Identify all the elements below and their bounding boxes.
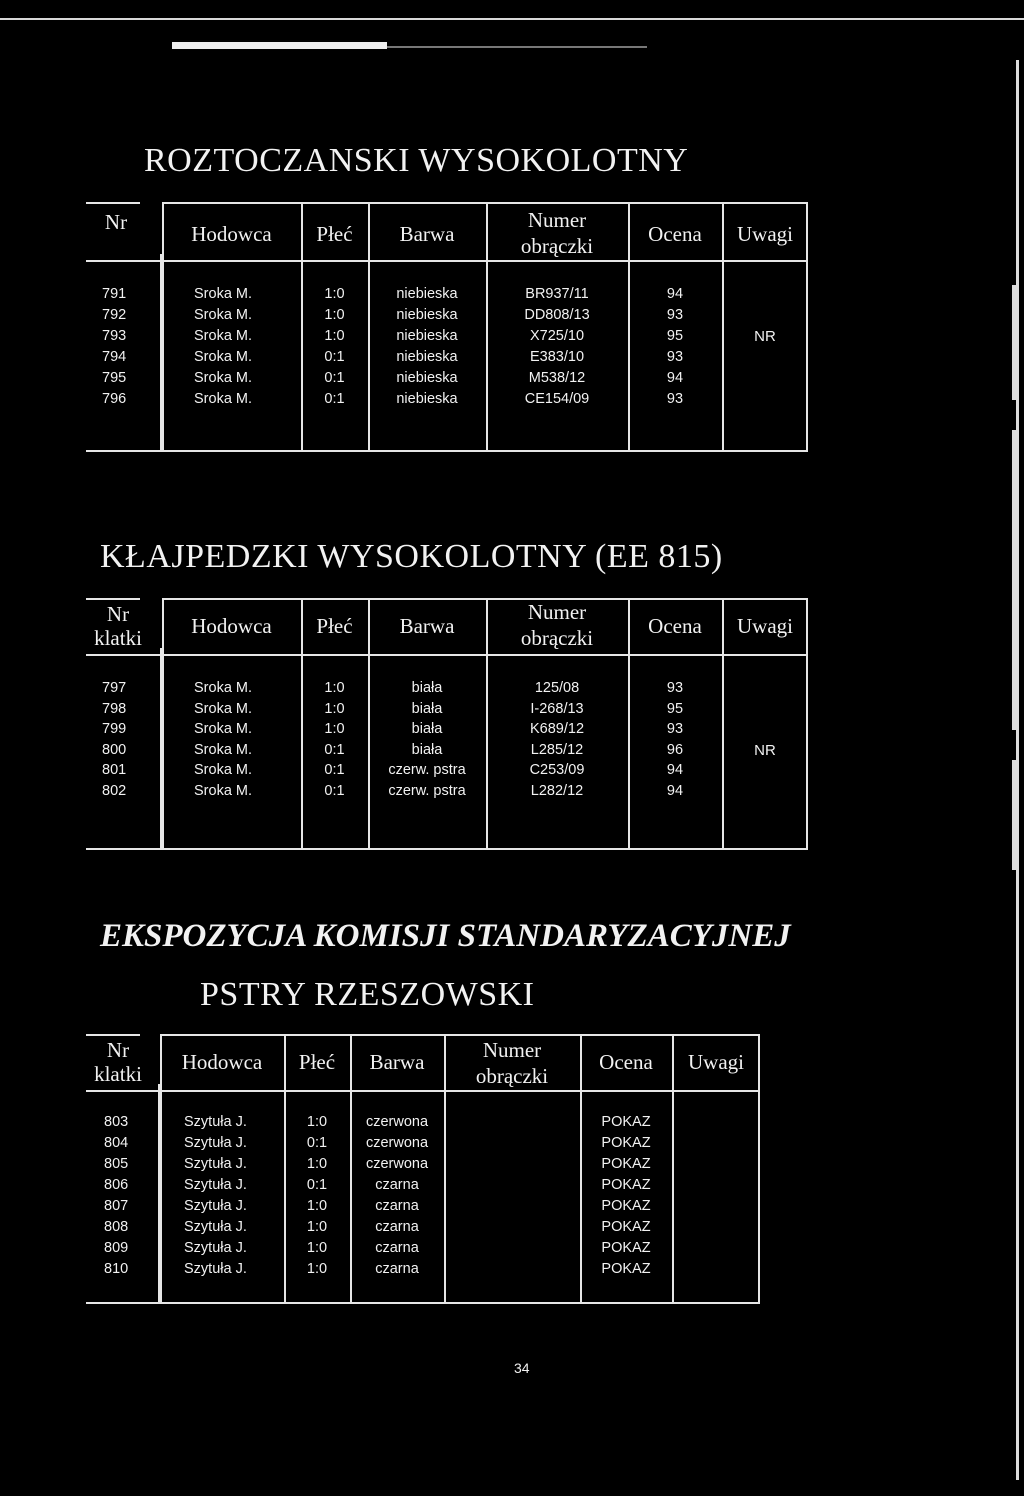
table-row (86, 699, 808, 720)
cell-hodowca: Sroka M. (194, 762, 253, 778)
cell-ocena: 95 (666, 700, 684, 717)
cell-nr: 807 (104, 1198, 129, 1214)
section1-table (86, 202, 808, 454)
cell-plec: 1:0 (306, 1114, 328, 1130)
cell-ocena: 94 (666, 782, 684, 799)
cell-numer: K689/12 (529, 721, 585, 737)
cell-numer: 125/08 (534, 680, 580, 696)
uwagi-note: NR (754, 328, 776, 345)
cell-barwa: biała (411, 721, 443, 737)
cell-numer: L282/12 (530, 782, 584, 799)
cell-hodowca: Sroka M. (194, 741, 253, 758)
table-row (86, 1238, 760, 1259)
cell-hodowca: Sroka M. (194, 391, 253, 407)
table-row (86, 1154, 760, 1175)
cell-barwa: niebieska (396, 349, 458, 365)
header-obraczki: obrączki (520, 626, 594, 650)
cell-barwa: niebieska (396, 328, 458, 344)
cell-hodowca: Sroka M. (194, 700, 253, 717)
cell-barwa: czerw. pstra (388, 762, 466, 778)
nr-bottom-line (86, 848, 162, 850)
cell-ocena: POKAZ (601, 1156, 651, 1172)
cell-hodowca: Sroka M. (194, 307, 253, 323)
cell-ocena: POKAZ (601, 1261, 651, 1277)
cell-numer: CE154/09 (524, 391, 590, 407)
cell-plec: 1:0 (324, 700, 345, 717)
cell-plec: 1:0 (306, 1198, 328, 1214)
cell-ocena: POKAZ (601, 1177, 651, 1193)
cell-ocena: POKAZ (601, 1198, 651, 1214)
nr-bottom-line (86, 450, 162, 452)
right-edge-mark (1012, 760, 1018, 870)
cell-nr: 797 (102, 680, 127, 696)
cell-nr: 810 (104, 1261, 129, 1277)
cell-numer: C253/09 (529, 762, 585, 778)
nr-top-line (86, 202, 140, 204)
cell-nr: 795 (102, 370, 127, 386)
cell-ocena: 94 (666, 762, 684, 778)
header-separator (86, 654, 808, 656)
table-row (86, 1112, 760, 1133)
table-row (86, 760, 808, 781)
cell-ocena: 95 (666, 328, 684, 344)
header-klatki: klatki (94, 1062, 142, 1086)
cell-plec: 1:0 (324, 286, 345, 302)
cell-barwa: czarna (375, 1177, 419, 1193)
nr-top-line (86, 598, 140, 600)
cell-numer: I-268/13 (530, 700, 584, 717)
cell-ocena: 94 (666, 286, 684, 302)
cell-nr: 793 (102, 328, 127, 344)
cell-ocena: POKAZ (601, 1135, 651, 1151)
cell-barwa: biała (411, 741, 443, 758)
right-edge-mark (1012, 430, 1018, 730)
table-row (86, 389, 808, 410)
cell-barwa: biała (411, 700, 443, 717)
header-obraczki: obrączki (520, 234, 594, 258)
cell-numer: M538/12 (528, 370, 586, 386)
cell-hodowca: Sroka M. (194, 328, 253, 344)
header-nr: Nr (104, 210, 128, 234)
table-row (86, 368, 808, 389)
cell-nr: 800 (102, 741, 127, 758)
header-plec: Płeć (316, 222, 353, 246)
header-uwagi: Uwagi (688, 1050, 744, 1074)
scan-artifact-line (387, 46, 647, 48)
cell-hodowca: Sroka M. (194, 721, 253, 737)
table-row (86, 326, 808, 347)
cell-barwa: niebieska (396, 370, 458, 386)
header-separator (86, 1090, 760, 1092)
table-row (86, 1133, 760, 1154)
cell-plec: 0:1 (324, 370, 345, 386)
right-edge-mark (1012, 285, 1018, 400)
cell-plec: 0:1 (324, 391, 345, 407)
cell-nr: 801 (102, 762, 127, 778)
header-barwa: Barwa (399, 614, 455, 638)
table-row (86, 1259, 760, 1280)
cell-nr: 794 (102, 349, 127, 365)
header-separator (86, 260, 808, 262)
header-hodowca: Hodowca (181, 1050, 263, 1074)
table-row (86, 1217, 760, 1238)
header-numer: Numer (482, 1038, 542, 1062)
cell-hodowca: Sroka M. (194, 349, 253, 365)
section1-title: ROZTOCZANSKI WYSOKOLOTNY (144, 142, 689, 179)
header-plec: Płeć (316, 614, 353, 638)
cell-barwa: czerwona (365, 1156, 429, 1172)
table-row (86, 1196, 760, 1217)
header-uwagi: Uwagi (737, 222, 793, 246)
cell-plec: 0:1 (306, 1135, 328, 1151)
table-row (86, 305, 808, 326)
cell-plec: 0:1 (306, 1177, 328, 1193)
cell-plec: 0:1 (324, 349, 345, 365)
cell-barwa: czerwona (365, 1114, 429, 1130)
cell-nr: 792 (102, 307, 127, 323)
cell-plec: 1:0 (306, 1156, 328, 1172)
header-numer: Numer (527, 208, 587, 232)
cell-hodowca: Szytuła J. (184, 1135, 247, 1151)
cell-nr: 808 (104, 1219, 129, 1235)
cell-nr: 809 (104, 1240, 129, 1256)
cell-numer: E383/10 (529, 349, 585, 365)
cell-barwa: czerw. pstra (388, 782, 466, 799)
page-number: 34 (514, 1360, 530, 1376)
header-nr: Nr (106, 1038, 130, 1062)
cell-nr: 806 (104, 1177, 129, 1193)
header-ocena: Ocena (648, 614, 702, 638)
header-hodowca: Hodowca (191, 222, 272, 246)
cell-nr: 804 (104, 1135, 129, 1151)
cell-hodowca: Szytuła J. (184, 1219, 247, 1235)
table-row (86, 1175, 760, 1196)
header-ocena: Ocena (599, 1050, 653, 1074)
cell-hodowca: Szytuła J. (184, 1198, 247, 1214)
cell-hodowca: Szytuła J. (184, 1177, 247, 1193)
section2-table (86, 598, 808, 852)
cell-numer: DD808/13 (524, 307, 590, 323)
cell-plec: 1:0 (324, 328, 345, 344)
cell-nr: 805 (104, 1156, 129, 1172)
cell-nr: 802 (102, 782, 127, 799)
section3-title: PSTRY RZESZOWSKI (200, 976, 535, 1013)
cell-ocena: 93 (666, 680, 684, 696)
cell-ocena: 93 (666, 349, 684, 365)
cell-ocena: 93 (666, 721, 684, 737)
cell-nr: 798 (102, 700, 127, 717)
cell-numer: L285/12 (530, 741, 584, 758)
section2-title: KŁAJPEDZKI WYSOKOLOTNY (EE 815) (100, 538, 723, 575)
cell-nr: 803 (104, 1114, 129, 1130)
table-row (86, 781, 808, 802)
cell-hodowca: Szytuła J. (184, 1261, 247, 1277)
cell-barwa: czarna (375, 1261, 419, 1277)
cell-ocena: 96 (666, 741, 684, 758)
section3-table (86, 1034, 760, 1306)
cell-barwa: czarna (375, 1219, 419, 1235)
cell-ocena: POKAZ (601, 1114, 651, 1130)
header-plec: Płeć (298, 1050, 336, 1074)
header-ocena: Ocena (648, 222, 702, 246)
table-row (86, 678, 808, 699)
header-numer: Numer (527, 600, 587, 624)
table-row (86, 284, 808, 305)
table-row (86, 719, 808, 740)
header-obraczki: obrączki (475, 1064, 549, 1088)
cell-hodowca: Sroka M. (194, 370, 253, 386)
cell-barwa: czarna (375, 1240, 419, 1256)
cell-ocena: POKAZ (601, 1240, 651, 1256)
cell-barwa: czarna (375, 1198, 419, 1214)
cell-nr: 791 (102, 286, 127, 302)
header-klatki: klatki (94, 626, 142, 650)
top-border-line (0, 18, 1024, 20)
cell-plec: 0:1 (324, 741, 345, 758)
cell-barwa: biała (411, 680, 443, 696)
cell-nr: 799 (102, 721, 127, 737)
cell-ocena: POKAZ (601, 1219, 651, 1235)
cell-nr: 796 (102, 391, 127, 407)
table-row (86, 347, 808, 368)
cell-hodowca: Szytuła J. (184, 1156, 247, 1172)
cell-barwa: niebieska (396, 286, 458, 302)
cell-barwa: czerwona (365, 1135, 429, 1151)
table-row (86, 740, 808, 761)
uwagi-note: NR (754, 742, 776, 759)
header-hodowca: Hodowca (191, 614, 272, 638)
header-uwagi: Uwagi (737, 614, 793, 638)
cell-numer: X725/10 (529, 328, 585, 344)
cell-numer: BR937/11 (525, 286, 589, 302)
cell-hodowca: Szytuła J. (184, 1114, 247, 1130)
cell-plec: 1:0 (306, 1261, 328, 1277)
cell-plec: 1:0 (306, 1240, 328, 1256)
cell-hodowca: Sroka M. (194, 286, 253, 302)
cell-plec: 1:0 (324, 307, 345, 323)
header-barwa: Barwa (399, 222, 455, 246)
cell-ocena: 94 (666, 370, 684, 386)
cell-ocena: 93 (666, 391, 684, 407)
cell-ocena: 93 (666, 307, 684, 323)
scan-artifact-bar (172, 42, 387, 49)
nr-top-line (86, 1034, 140, 1036)
cell-plec: 1:0 (306, 1219, 328, 1235)
cell-plec: 0:1 (324, 762, 345, 778)
header-nr: Nr (106, 602, 130, 626)
cell-hodowca: Szytuła J. (184, 1240, 247, 1256)
cell-plec: 1:0 (324, 721, 345, 737)
cell-barwa: niebieska (396, 307, 458, 323)
cell-barwa: niebieska (396, 391, 458, 407)
cell-hodowca: Sroka M. (194, 680, 253, 696)
cell-hodowca: Sroka M. (194, 782, 253, 799)
cell-plec: 1:0 (324, 680, 345, 696)
section3-italic-title: EKSPOZYCJA KOMISJI STANDARYZACYJNEJ (100, 918, 791, 954)
cell-plec: 0:1 (324, 782, 345, 799)
header-barwa: Barwa (369, 1050, 425, 1074)
nr-bottom-line (86, 1302, 160, 1304)
